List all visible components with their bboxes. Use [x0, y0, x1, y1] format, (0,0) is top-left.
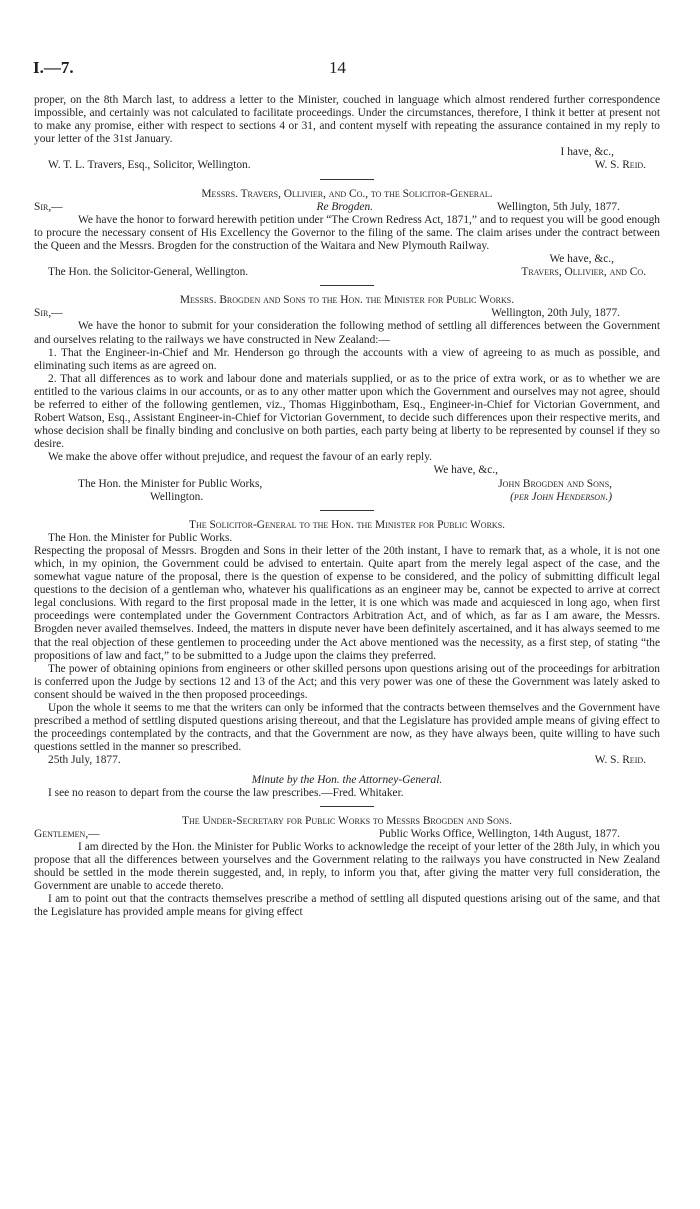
salutation-row [34, 828, 660, 841]
signature-row [34, 159, 660, 172]
letter-heading: The Under-Secretary for Public Works to Messrs Brogden and Sons. [182, 814, 512, 827]
paragraph: We make the above offer without prejudice, and request the favour of an early reply. [48, 451, 432, 464]
signature: (per John Henderson.) [510, 490, 612, 503]
letter-date: Wellington, 5th July, 1877. [496, 200, 620, 213]
paragraph: I see no reason to depart from the course the law prescribes.—Fred. Whitaker. [48, 786, 404, 799]
paragraph: I am directed by the Hon. the Minister for Public Works to acknowledge the receipt of your letter of the 28th July, in which you propose that all the differences between yourselves and the Government relating to the railways you have constructed in New Zealand should be settled in the mode therein suggested, and, in reply, to inform you that, after giving the matter very full consideration, the Government are unable to accede thereto. [34, 840, 660, 893]
page-header [33, 58, 663, 81]
closing: We have, &c., [549, 253, 614, 266]
document-body [34, 94, 660, 919]
closing: We have, &c., [433, 464, 498, 477]
paragraph: I am to point out that the contracts themselves prescribe a method of settling all disputed questions arising out of the same, and that the Legislature has provided ample means for giving effect [34, 893, 660, 919]
minute-heading: Minute by the Hon. the Attorney-General. [251, 773, 443, 786]
letter-heading: The Solicitor-General to the Hon. the Minister for Public Works. [188, 518, 505, 531]
paragraph: Respecting the proposal of Messrs. Brogden and Sons in their letter of the 20th instant, I have to remark that, as a whole, it is not one which, in my opinion, the Government could be advised to entertain. Quite apart from the merely legal aspect of the case, and the somewhat vague nature of the proposal, there is the question of expense to be considered, and the policy of submitting difficult legal questions to the decision of a gentleman who, whatever his qualifications as an engineer may be, cannot be expected to arrive at correct legal conclusions. With regard to the first proposal made in the letter, it is one which was made and acquiesced in long ago, when first proceedings were contemplated under the Government Contractors Arbitration Act, and of which, as far as I am aware, the Messrs. Brogden never availed themselves. Indeed, the matters in dispute never have been definitely ascertained, and it has always seemed to me that the real objection of these gentlemen to proceeding under the Act above mentioned was the necessity, as a first step, of stating “the propositions of law and fact,” to be submitted to a Judge upon the claims they preferred. [34, 544, 660, 662]
letter-date: Public Works Office, Wellington, 14th August, 1877. [378, 827, 620, 840]
letter-heading: Messrs. Travers, Ollivier, and Co., to the Solicitor-General. [201, 187, 493, 200]
paragraph: The power of obtaining opinions from engineers or other skilled persons upon questions arising out of the proceedings for arbitration is conferred upon the Judge by sections 12 and 13 of the Act; and this very power was one of these the Government was lately asked to consent should be waived in the then proposed proceedings. [34, 662, 660, 701]
signature: Travers, Ollivier, and Co. [521, 266, 646, 279]
addressee: Wellington. [150, 490, 204, 503]
salutation-row [34, 307, 660, 320]
divider [320, 179, 374, 180]
divider [320, 806, 374, 807]
addressee: The Hon. the Minister for Public Works, [78, 477, 263, 490]
letter-date: 25th July, 1877. [48, 754, 121, 767]
paragraph: We have the honor to forward herewith petition under “The Crown Redress Act, 1871,” and to request you will be good enough to procure the necessary consent of His Excellency the Governor to the filing of the same. The claim arises under the contract between the Queen and the Messrs. Brogden for the construction of the Waitara and New Plymouth Railway. [34, 213, 660, 252]
addressee: W. T. L. Travers, Esq., Solicitor, Wellington. [48, 159, 251, 172]
salutation: Sir,— [34, 307, 63, 320]
signature: W. S. Reid. [594, 159, 646, 172]
subject: Re Brogden. [316, 200, 374, 213]
letter-heading: Messrs. Brogden and Sons to the Hon. the Minister for Public Works. [179, 294, 515, 307]
signature: John Brogden and Sons, [498, 477, 612, 490]
salutation: Gentlemen,— [34, 827, 100, 840]
divider [320, 285, 374, 286]
signature-row [34, 491, 660, 504]
list-item: 1. That the Engineer-in-Chief and Mr. Henderson go through the accounts with a view of agreeing to as much as possible, and eliminating such items as are agreed on. [34, 346, 660, 372]
addressee: The Hon. the Minister for Public Works. [48, 531, 233, 544]
page-number: 14 [329, 58, 346, 77]
paragraph: proper, on the 8th March last, to address a letter to the Minister, couched in language which almost rendered further correspondence impossible, and certainly was not calculated to facilitate proceedings. Under the circumstances, therefore, I think it better at present not to make any promise, either with respect to sections 4 or 31, and content myself with repeating the assurance contained in my reply to your letter of the 31st January. [34, 94, 660, 146]
letter-date: Wellington, 20th July, 1877. [491, 307, 620, 320]
paragraph: Upon the whole it seems to me that the writers can only be informed that the contracts between themselves and the Government have prescribed a method of settling disputed questions arising thereout, and that the Legislature has provided ample means of giving effect to the proceedings contemplated by the contracts, and that the Government are now, as they have always been, quite willing to have such questions settled in the manner so prescribed. [34, 702, 660, 754]
signature-row [34, 754, 660, 767]
closing: I have, &c., [560, 146, 614, 159]
paragraph: We have the honor to submit for your consideration the following method of settling all differences between the Government and ourselves relating to the railways we have constructed in New Zealand:— [34, 320, 660, 346]
document-reference: I.—7. [33, 58, 74, 77]
signature-row [34, 478, 660, 491]
signature: W. S. Reid. [594, 754, 646, 767]
salutation: Sir,— [34, 200, 63, 213]
list-item: 2. That all differences as to work and labour done and materials supplied, or as to the price of extra work, or as to whether we are entitled to the various claims in our accounts, or as to any other matter upon which the Government and ourselves may not agree, should be referred to either of the following gentlemen, viz., Thomas Higginbotham, Esq., Engineer-in-Chief for Victorian Government, and Robert Watson, Esq., Assistant Engineer-in-Chief for Victorian Government, to decide such differences upon their respective merits, and whose decision shall be finally binding and conclusive on both parties, each party being at liberty to be represented by counsel if they so desire. [34, 372, 660, 451]
divider [320, 510, 374, 511]
signature-row [34, 266, 660, 279]
salutation-row [34, 201, 660, 214]
addressee: The Hon. the Solicitor-General, Wellington. [48, 266, 249, 279]
